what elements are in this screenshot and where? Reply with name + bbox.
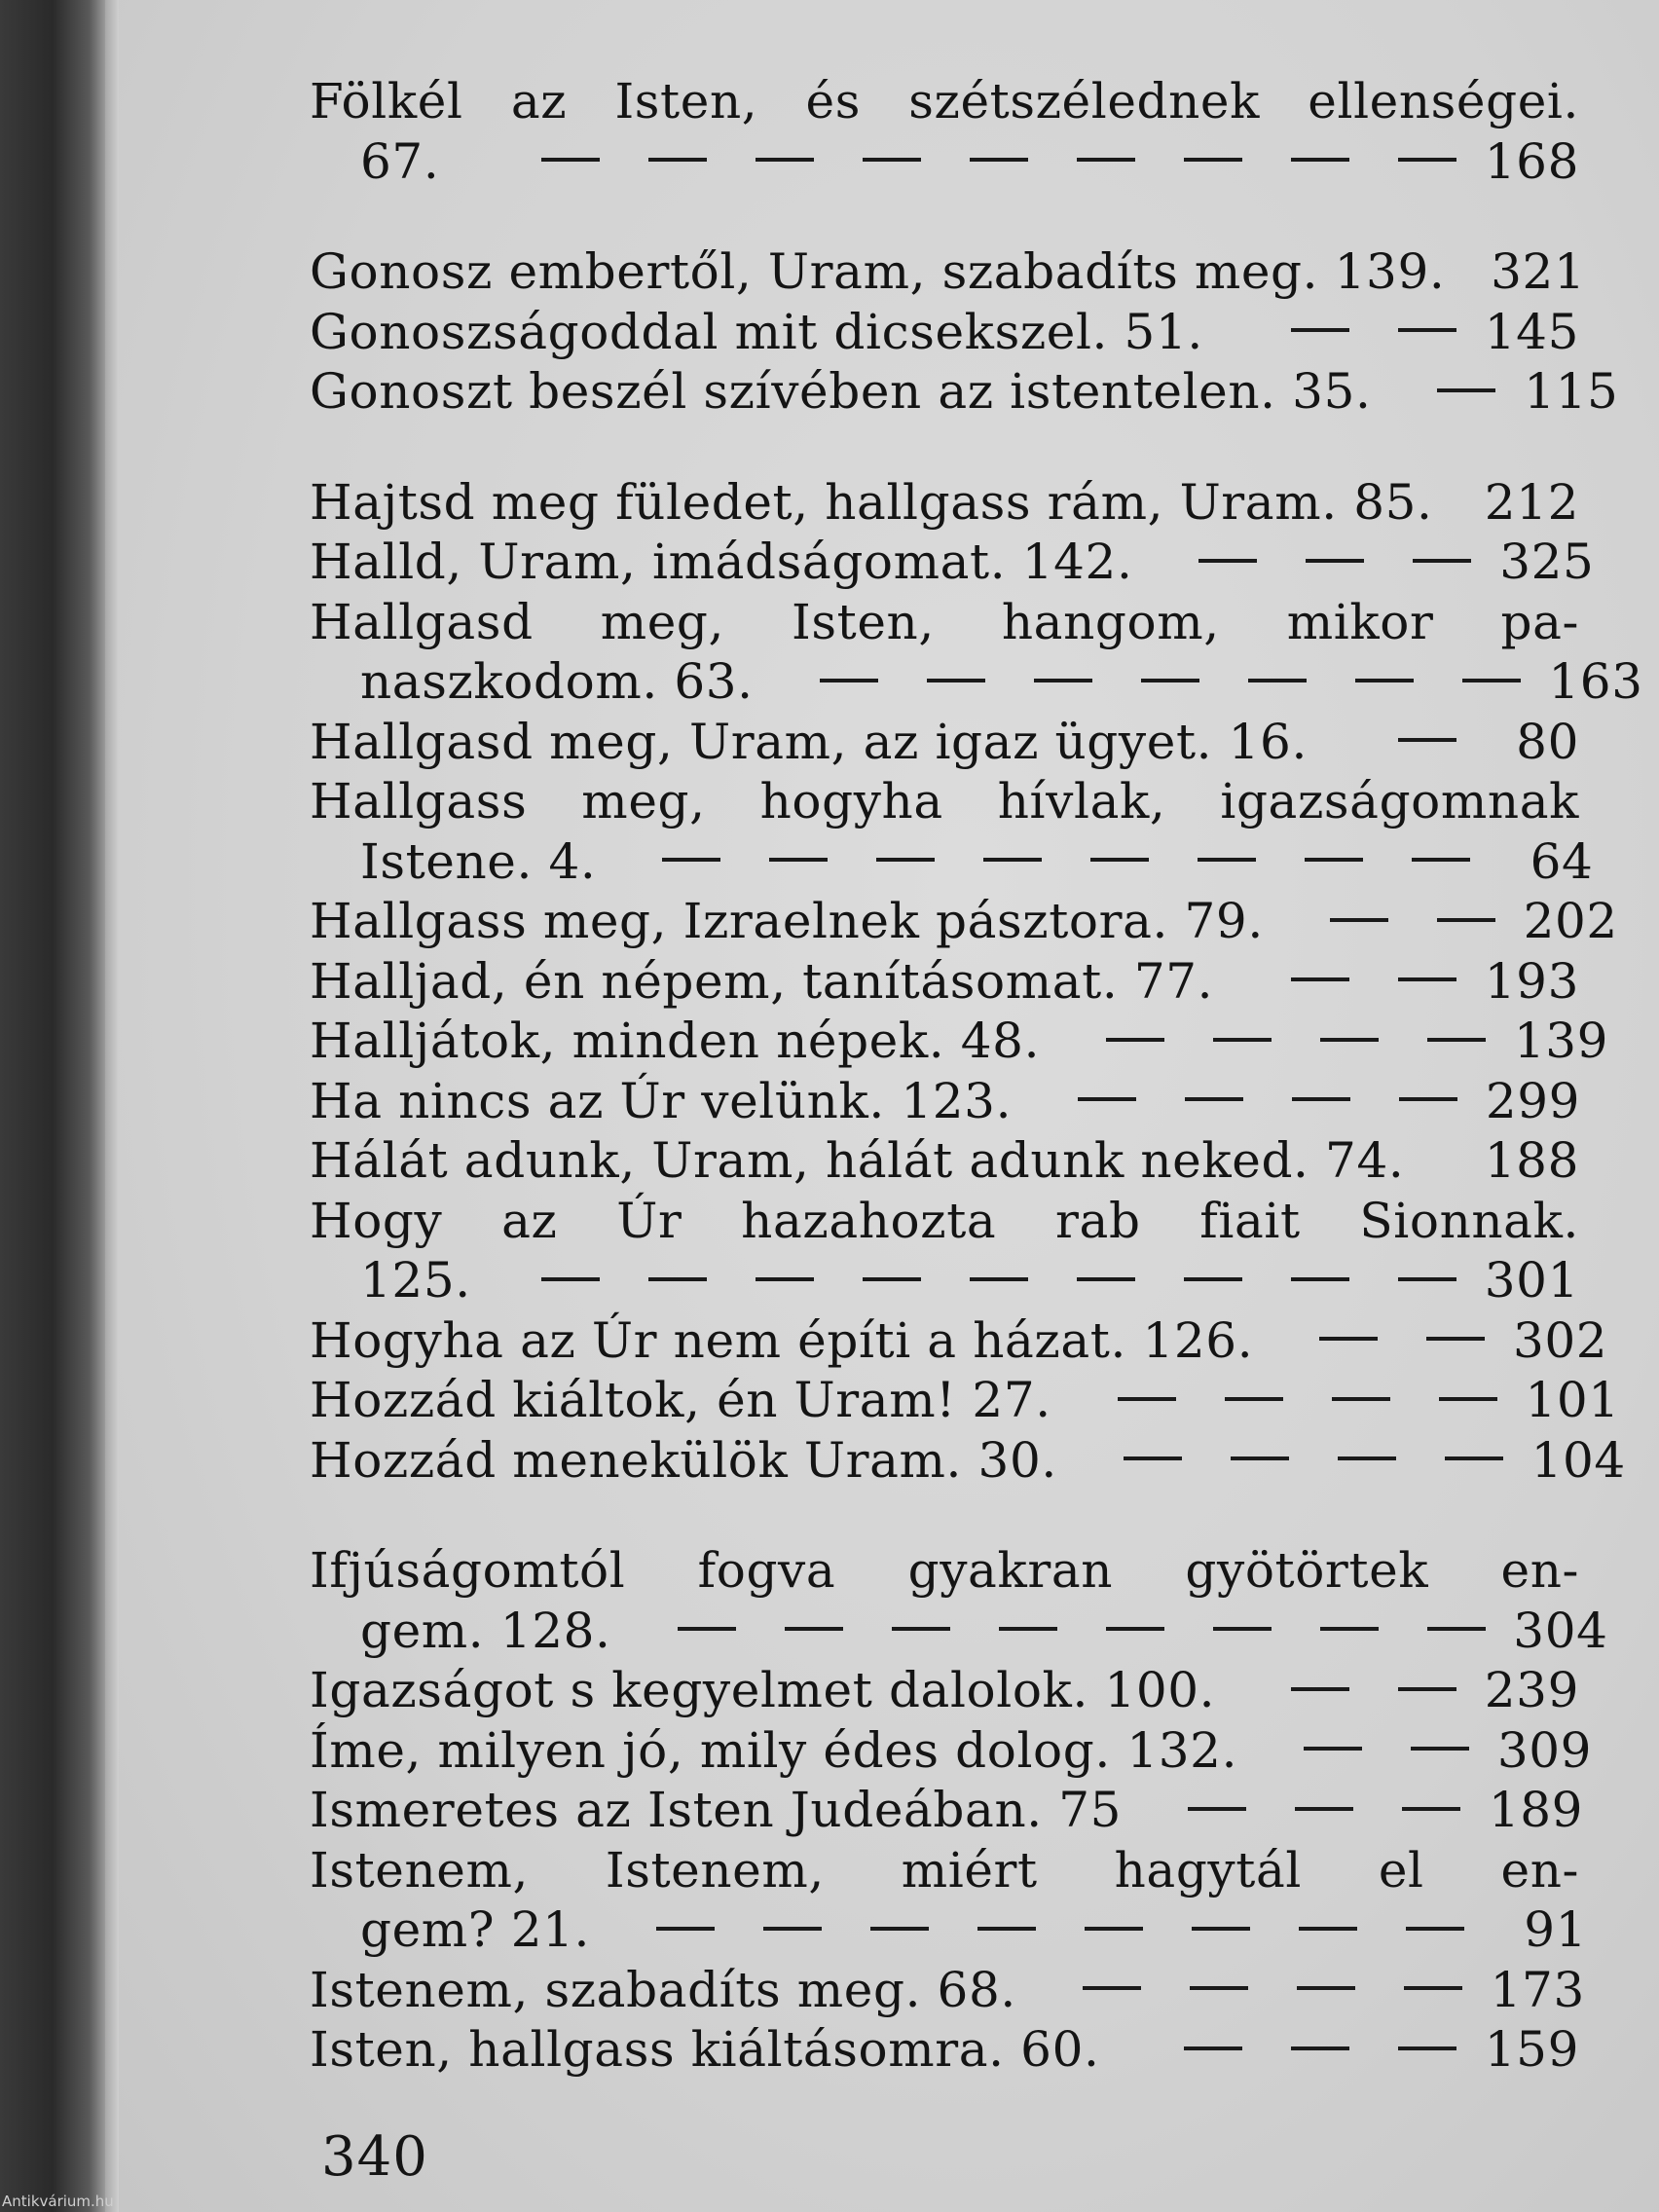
leader-dash [1124,1456,1182,1460]
index-entry [310,1311,1608,1372]
entry-title: Fölkél az Isten, és szétszélednek ellenségei. [310,73,1579,129]
entry-line [310,1781,1584,1841]
leader-dash [1291,328,1349,332]
dash-leader [1139,1807,1460,1815]
index-entry [310,1721,1593,1782]
leader-dash [1319,1337,1378,1341]
entry-title: Halljátok, minden népek. 48. [310,1013,1041,1069]
dash-leader [1057,1038,1486,1046]
leader-dash [648,1277,707,1281]
entry-page-number: 309 [1496,1721,1593,1779]
entry-title: Istenem, szabadíts meg. 68. [310,1961,1016,2018]
entry-line [310,772,1579,832]
leader-dash [1437,918,1495,922]
entry-line [310,242,1586,303]
leader-dash [1398,158,1456,162]
leader-dash [769,858,828,862]
entry-line [310,1431,1626,1492]
index-entry [310,242,1586,303]
entry-line [310,1311,1608,1372]
entry-page-number: 212 [1484,473,1579,531]
entry-page-number: 189 [1488,1782,1584,1838]
leader-dash [1355,679,1414,682]
leader-dash [1292,1097,1350,1101]
leader-dash [1118,1397,1176,1401]
dash-leader [1150,559,1471,567]
dash-leader [1231,977,1456,985]
entry-title: Hogyha az Úr nem építi a házat. 126. [310,1311,1254,1369]
leader-dash [1398,738,1456,742]
leader-dash [1399,1097,1457,1101]
dash-leader [1069,1397,1497,1405]
entry-title: naszkodom. 63. [360,653,754,710]
leader-dash [1413,559,1471,563]
leader-dash [927,679,985,682]
leader-dash [1427,1038,1486,1042]
index-entry [310,1371,1620,1431]
dash-leader [771,679,1521,686]
leader-dash [1412,858,1470,862]
leader-dash [1320,1627,1379,1631]
entry-title: gem. 128. [360,1602,611,1659]
leader-dash [1398,2046,1456,2050]
entry-page-number: 239 [1484,1662,1579,1718]
leader-dash [1437,388,1495,392]
entry-title: Istenem, Istenem, miért hagytál el en- [310,1841,1579,1899]
entry-line [310,713,1579,773]
leader-dash [892,1627,950,1631]
leader-dash [1083,1986,1141,1990]
entry-page-number: 202 [1523,893,1618,949]
leader-dash [1085,1927,1143,1931]
entry-page-number: 302 [1512,1311,1608,1369]
leader-dash [1106,1038,1164,1042]
entry-page-number: 173 [1490,1961,1585,2018]
leader-dash [999,1627,1057,1631]
index-list [310,72,1643,2081]
dash-leader [608,1927,1464,1935]
entry-page-number: 304 [1513,1602,1608,1659]
entry-title: Gonoszt beszél szívében az istentelen. 35. [310,363,1372,420]
entry-page-number: 168 [1484,132,1579,190]
entry-page-number: 104 [1530,1431,1626,1489]
entry-continuation-line [310,1602,1608,1662]
index-entry [310,1961,1585,2021]
leader-dash [763,1927,822,1931]
entry-continuation-line [310,832,1594,893]
dash-leader [1451,498,1456,506]
entry-title: Hajtsd meg füledet, hallgass rám, Uram. 85. [310,473,1433,531]
index-entry [310,362,1619,423]
leader-dash [1184,2046,1242,2050]
leader-dash [678,1627,736,1631]
leader-dash [1077,1277,1135,1281]
leader-dash [1192,1927,1250,1931]
leader-dash [1398,328,1456,332]
entry-title: Gonosz embertől, Uram, szabadíts meg. 139. [310,243,1446,300]
entry-page-number: 115 [1524,363,1619,420]
dash-leader [1221,328,1456,336]
entry-continuation-line [310,1900,1588,1961]
leader-dash [1184,158,1242,162]
leader-dash [1291,977,1349,981]
dash-leader [1388,388,1495,396]
watermark: Antikvárium.hu [2,2193,114,2210]
leader-dash [970,1277,1028,1281]
dash-leader [1421,1158,1456,1165]
dash-leader [629,1627,1486,1635]
leader-dash [1398,1277,1456,1281]
entry-title: Isten, hallgass kiáltásomra. 60. [310,2021,1100,2078]
entry-page-number: 64 [1530,832,1594,890]
leader-dash [1090,858,1149,862]
leader-dash [1077,158,1135,162]
leader-dash [656,1927,715,1931]
entry-page-number: 325 [1499,534,1595,590]
entry-page-number: 139 [1513,1013,1609,1069]
index-entry [310,1431,1626,1492]
entry-line [310,1012,1609,1072]
index-entry [310,1131,1579,1192]
index-entry [310,772,1594,892]
entry-line [310,1961,1585,2021]
group-gap [310,423,1579,473]
entry-title: gem? 21. [360,1901,591,1958]
leader-dash [1427,1627,1486,1631]
dash-leader [613,858,1470,866]
leader-dash [1231,1456,1289,1460]
leader-dash [1439,1397,1497,1401]
group-gap [310,192,1579,242]
leader-dash [1304,1747,1362,1751]
entry-title: Ismeretes az Isten Judeában. 75 [310,1782,1123,1838]
leader-dash [1213,1038,1272,1042]
leader-dash [983,858,1042,862]
leader-dash [541,1277,600,1281]
entry-line [310,1131,1579,1192]
entry-page-number: 80 [1516,713,1579,770]
entry-line [310,892,1618,952]
leader-dash [1291,1687,1349,1691]
index-entry [310,1541,1608,1661]
entry-line [310,473,1579,534]
leader-dash [1190,1986,1248,1990]
entry-title: Hozzád kiáltok, én Uram! 27. [310,1372,1051,1428]
entry-title: Igazságot s kegyelmet dalolok. 100. [310,1662,1216,1718]
index-entry [310,892,1618,952]
entry-line [310,952,1579,1013]
leader-dash [1188,1807,1246,1811]
leader-dash [1402,1807,1460,1811]
leader-dash [876,858,935,862]
leader-dash [1184,1277,1242,1281]
entry-title: 67. [360,132,440,190]
dash-leader [1325,738,1456,746]
entry-line [310,362,1619,423]
leader-dash [1297,1986,1355,1990]
leader-dash [1106,1627,1164,1631]
dash-leader [1075,1456,1503,1464]
leader-dash [1462,679,1521,682]
leader-dash [1330,918,1388,922]
leader-dash [662,858,720,862]
index-entry [310,2020,1579,2081]
index-entry [310,1192,1579,1311]
entry-line [310,1721,1593,1782]
entry-title: Hálát adunk, Uram, hálát adunk neked. 74. [310,1132,1405,1189]
leader-dash [785,1627,843,1631]
leader-dash [1213,1627,1272,1631]
leader-dash [1295,1807,1353,1811]
entry-line [310,1841,1579,1901]
leader-dash [1291,2046,1349,2050]
entry-page-number: 101 [1525,1372,1620,1428]
dash-leader [1118,2046,1457,2054]
leader-dash [1332,1397,1390,1401]
leader-dash [1404,1986,1462,1990]
entry-title: Istene. 4. [360,832,597,890]
index-entry [310,1661,1579,1721]
leader-dash [1398,977,1456,981]
leader-dash [1185,1097,1243,1101]
leader-dash [1306,559,1364,563]
dash-leader [489,1277,1456,1285]
index-entry [310,713,1579,773]
leader-dash [1299,1927,1357,1931]
entry-line [310,1072,1579,1132]
leader-dash [1248,679,1307,682]
index-entry [310,303,1579,363]
entry-line [310,593,1579,653]
leader-dash [756,158,814,162]
leader-dash [1291,158,1349,162]
entry-line [310,1192,1579,1252]
entry-page-number: 163 [1548,653,1643,710]
leader-dash [1078,1097,1136,1101]
leader-dash [1411,1747,1469,1751]
book-spine [0,0,105,2212]
leader-dash [977,1927,1036,1931]
entry-continuation-line [310,652,1643,713]
index-entry [310,1781,1584,1841]
leader-dash [863,158,921,162]
leader-dash [1034,679,1092,682]
entry-page-number: 91 [1524,1901,1588,1958]
leader-dash [870,1927,929,1931]
entry-title: Ha nincs az Úr velünk. 123. [310,1072,1013,1129]
index-entry [310,593,1643,713]
entry-line [310,72,1579,132]
leader-dash [1198,559,1257,563]
entry-title: Halljad, én népem, tanításomat. 77. [310,952,1214,1010]
dash-leader [1255,1747,1469,1754]
leader-dash [1426,1337,1485,1341]
entry-title: Hozzád menekülök Uram. 30. [310,1431,1057,1489]
dash-leader [457,158,1456,166]
entry-title: Halld, Uram, imádságomat. 142. [310,534,1133,590]
entry-title: Íme, milyen jó, mily édes dolog. 132. [310,1721,1238,1779]
entry-continuation-line [310,132,1579,193]
entry-title: Hallgasd meg, Isten, hangom, mikor pa- [310,593,1579,650]
leader-dash [1141,679,1199,682]
leader-dash [1198,858,1256,862]
leader-dash [1291,1277,1349,1281]
leader-dash [756,1277,814,1281]
leader-dash [970,158,1028,162]
entry-page-number: 193 [1484,952,1579,1010]
index-entry [310,1072,1579,1132]
leader-dash [541,158,600,162]
index-entry [310,1012,1609,1072]
leader-dash [1305,858,1363,862]
page-gutter [105,0,119,2212]
group-gap [310,1491,1579,1541]
entry-page-number: 299 [1485,1072,1581,1129]
dash-leader [1029,1097,1457,1105]
entry-title: Gonoszságoddal mit dicsekszel. 51. [310,303,1203,360]
leader-dash [820,679,878,682]
dash-leader [1281,918,1495,926]
leader-dash [1406,1927,1464,1931]
entry-page-number: 301 [1484,1252,1579,1309]
dash-leader [1271,1337,1485,1345]
entry-line [310,2020,1579,2081]
leader-dash [863,1277,921,1281]
index-entry [310,72,1579,192]
leader-dash [1338,1456,1396,1460]
leader-dash [1398,1687,1456,1691]
index-entry [310,1841,1588,1961]
entry-line [310,1661,1579,1721]
entry-line [310,1371,1620,1431]
entry-title: Ifjúságomtól fogva gyakran gyötörtek en- [310,1542,1579,1599]
index-entry [310,473,1579,534]
leader-dash [1320,1038,1379,1042]
leader-dash [1225,1397,1283,1401]
entry-page-number: 145 [1484,303,1579,360]
entry-line [310,533,1595,593]
entry-title: Hallgass meg, Izraelnek pásztora. 79. [310,893,1264,949]
entry-title: Hogy az Úr hazahozta rab fiait Sionnak. [310,1192,1579,1249]
index-entry [310,952,1579,1013]
page-number: 340 [321,2125,428,2189]
dash-leader [1034,1986,1462,1994]
entry-title: 125. [360,1252,471,1309]
leader-dash [1445,1456,1503,1460]
entry-continuation-line [310,1251,1579,1311]
entry-page-number: 188 [1484,1132,1579,1189]
leader-dash [648,158,707,162]
index-entry [310,533,1595,593]
dash-leader [1233,1687,1456,1695]
entry-line [310,1541,1579,1602]
entry-line [310,303,1579,363]
entry-page-number: 159 [1484,2021,1579,2078]
entry-page-number: 321 [1491,243,1586,300]
entry-title: Hallgasd meg, Uram, az igaz ügyet. 16. [310,713,1308,770]
entry-title: Hallgass meg, hogyha hívlak, igazságomnak [310,773,1579,830]
